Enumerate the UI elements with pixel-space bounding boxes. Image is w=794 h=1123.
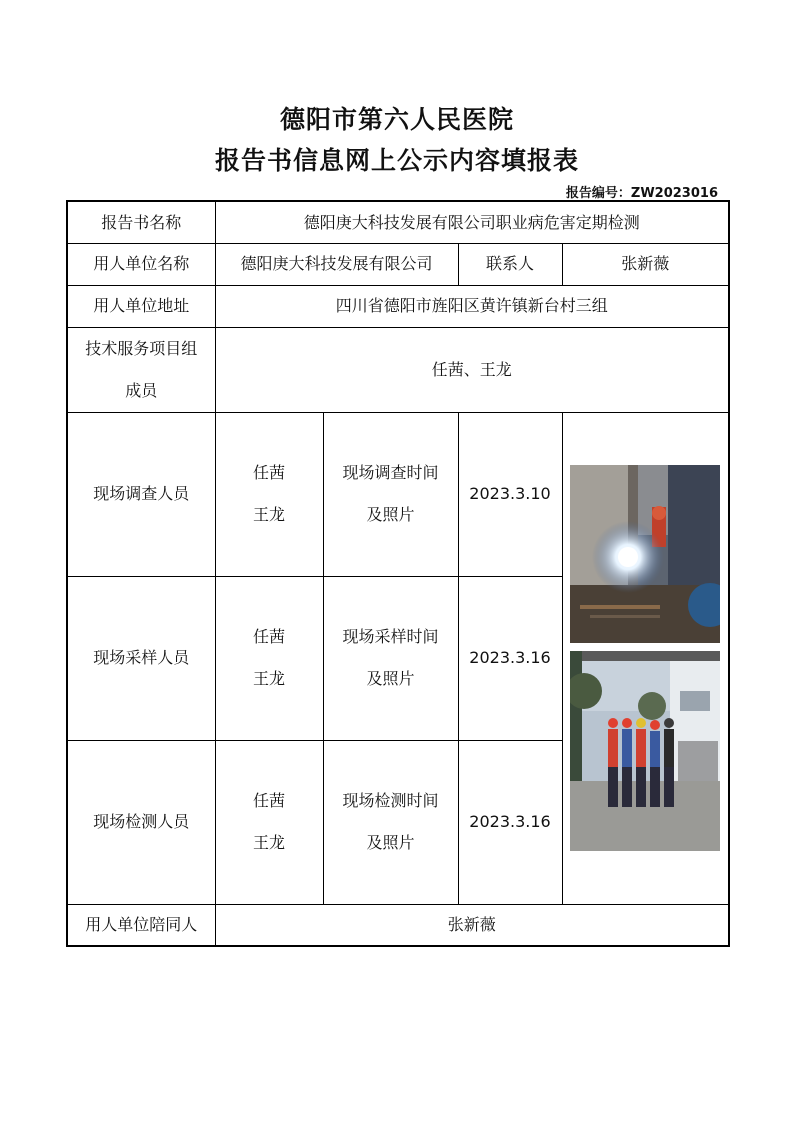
- testing-date: 2023.3.16: [458, 740, 562, 904]
- survey-time-label-line1: 现场调查时间: [342, 463, 439, 482]
- survey-person-2: 王龙: [252, 505, 285, 524]
- employer-name-value: 德阳庚大科技发展有限公司: [215, 243, 458, 285]
- contact-label: 联系人: [458, 243, 562, 285]
- group-photo: [570, 651, 720, 851]
- testing-time-label-line2: 及照片: [366, 833, 415, 852]
- sampling-date: 2023.3.16: [458, 576, 562, 740]
- testing-person-2: 王龙: [252, 833, 285, 852]
- testing-person-1: 任茜: [252, 791, 285, 810]
- photo-cell: [562, 412, 729, 904]
- team-label-line1: 技术服务项目组: [85, 338, 198, 358]
- survey-time-label-line2: 及照片: [366, 505, 415, 524]
- sampling-persons: [215, 576, 323, 740]
- sampling-time-label-line1: 现场采样时间: [342, 627, 439, 646]
- survey-persons: [215, 412, 323, 576]
- contact-value: 张新薇: [562, 243, 729, 285]
- team-label: [67, 327, 215, 412]
- report-name-value: 德阳庚大科技发展有限公司职业病危害定期检测: [215, 201, 729, 243]
- escort-label: 用人单位陪同人: [67, 904, 215, 946]
- title-hospital: 德阳市第六人民医院: [279, 105, 514, 134]
- sampling-label: 现场采样人员: [67, 576, 215, 740]
- report-name-label: 报告书名称: [67, 201, 215, 243]
- sampling-person-1: 任茜: [252, 627, 285, 646]
- sampling-person-2: 王龙: [252, 669, 285, 688]
- employer-address-label: 用人单位地址: [67, 285, 215, 327]
- testing-persons: [215, 740, 323, 904]
- escort-value: 张新薇: [215, 904, 729, 946]
- sampling-time-label-line2: 及照片: [366, 669, 415, 688]
- employer-address-value: 四川省德阳市旌阳区黄许镇新台村三组: [215, 285, 729, 327]
- survey-label: 现场调查人员: [67, 412, 215, 576]
- employer-name-label: 用人单位名称: [67, 243, 215, 285]
- survey-person-1: 任茜: [252, 463, 285, 482]
- sampling-time-label: [323, 576, 458, 740]
- team-value: 任茜、王龙: [215, 327, 729, 412]
- title-form: 报告书信息网上公示内容填报表: [214, 146, 579, 175]
- team-label-line2: 成员: [125, 380, 158, 400]
- survey-date: 2023.3.10: [458, 412, 562, 576]
- testing-time-label-line1: 现场检测时间: [342, 791, 439, 810]
- survey-time-label: [323, 412, 458, 576]
- report-number: 报告编号：ZW2023016: [565, 186, 718, 201]
- testing-label: 现场检测人员: [67, 740, 215, 904]
- testing-time-label: [323, 740, 458, 904]
- info-table: [66, 200, 730, 947]
- welding-photo: [570, 465, 720, 643]
